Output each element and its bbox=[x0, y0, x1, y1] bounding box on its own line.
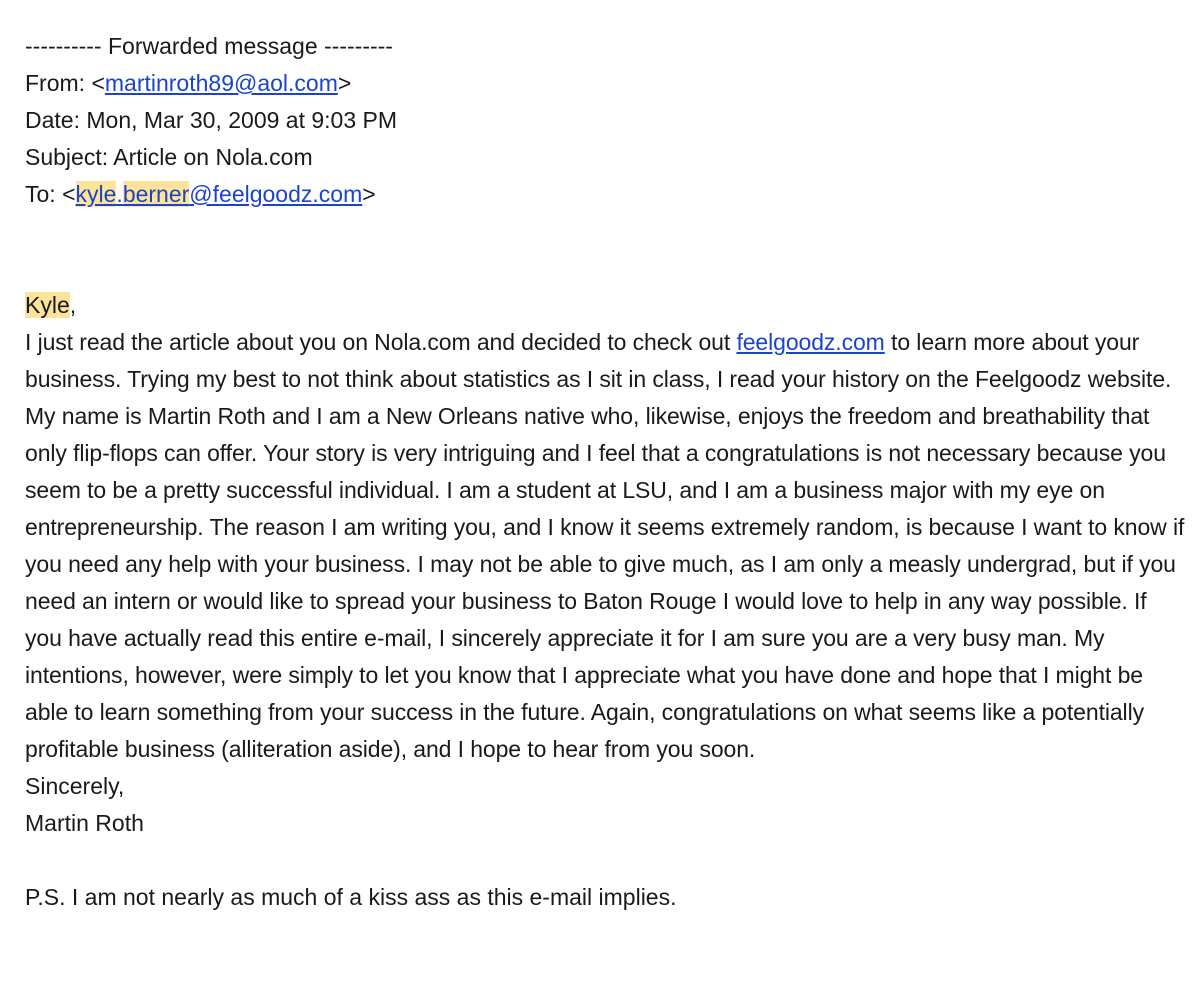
spacer bbox=[25, 213, 1187, 287]
from-suffix: > bbox=[337, 70, 352, 96]
closing: Sincerely, bbox=[25, 773, 125, 799]
to-label: To: < bbox=[25, 181, 76, 207]
highlighted-term: kyle bbox=[75, 181, 117, 207]
email-message bbox=[25, 28, 1187, 916]
postscript: P.S. I am not nearly as much of a kiss ass as this e-mail implies. bbox=[25, 884, 677, 910]
highlighted-term: berner bbox=[122, 181, 190, 207]
spacer bbox=[25, 842, 1187, 879]
body-text-after-link: to learn more about your business. Trying my best to not think about statistics as I sit in class, I read your history on the Feelgoodz website. My name is Martin Roth and I am a New Orleans native who, likewise, enjoys the freedom and breathability that only flip-flops can offer. Your story is very intriguing and I feel that a congratulations is not necessary because you seem to be a pretty successful individual. I am a student at LSU, and I am a business major with my eye on entrepreneurship. The reason I am writing you, and I know it seems extremely random, is because I want to know if you need any help with your business. I may not be able to give much, as I am only a measly undergrad, but if you need an intern or would like to spread your business to Baton Rouge I would love to help in any way possible. If you have actually read this entire e-mail, I sincerely appreciate it for I am sure you are a very busy man. My intentions, however, were simply to let you know that I appreciate what you have done and hope that I might be able to learn something from your success in the future. Again, congratulations on what seems like a potentially profitable business (alliteration aside), and I hope to hear from you soon. bbox=[25, 329, 1185, 762]
date-line: Date: Mon, Mar 30, 2009 at 9:03 PM bbox=[25, 107, 398, 133]
to-email-link[interactable] bbox=[76, 181, 363, 207]
signature: Martin Roth bbox=[25, 810, 144, 836]
from-label: From: < bbox=[25, 70, 105, 96]
subject-line: Subject: Article on Nola.com bbox=[25, 144, 313, 170]
message-body bbox=[25, 324, 1187, 768]
to-suffix: > bbox=[362, 181, 376, 207]
feelgoodz-link[interactable]: feelgoodz.com bbox=[736, 329, 885, 355]
to-email-domain: @feelgoodz.com bbox=[189, 181, 363, 207]
forwarded-header: ---------- Forwarded message --------- bbox=[25, 33, 393, 59]
greeting-punct: , bbox=[69, 292, 77, 318]
greeting bbox=[25, 287, 1187, 324]
highlighted-term: Kyle bbox=[25, 292, 70, 318]
to-line bbox=[25, 176, 1187, 213]
from-line bbox=[25, 65, 1187, 102]
to-email-dot: . bbox=[116, 181, 123, 207]
from-email-link[interactable]: martinroth89@aol.com bbox=[104, 70, 338, 96]
body-text-before-link: I just read the article about you on Nola.com and decided to check out bbox=[25, 329, 737, 355]
